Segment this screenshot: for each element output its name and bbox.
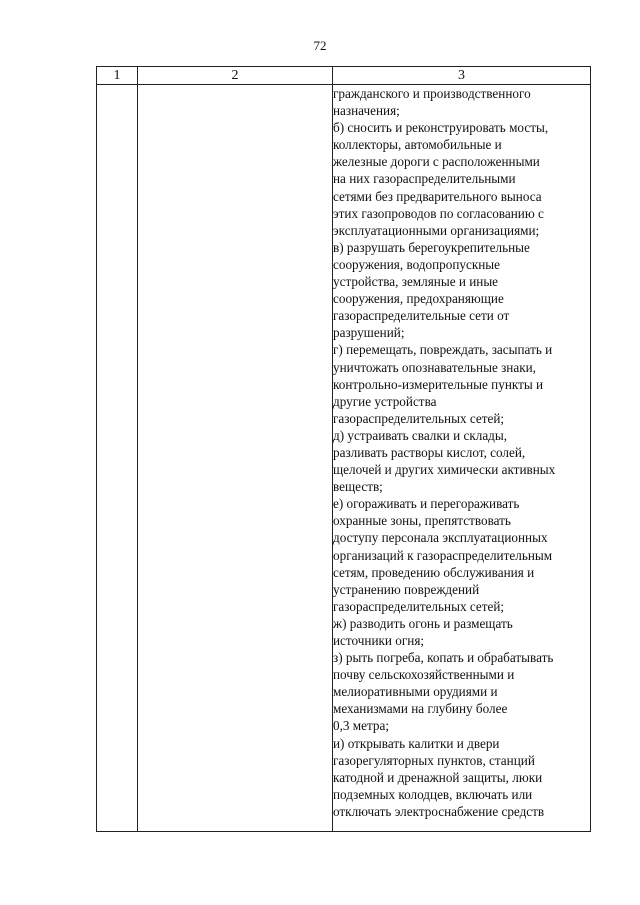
- text-line: охранные зоны, препятствовать: [333, 513, 511, 529]
- text-line: источники огня;: [333, 633, 425, 648]
- text-line: устройства, земляные и иные: [333, 274, 499, 290]
- table-row: [97, 85, 591, 832]
- column-1-cell: [97, 85, 138, 832]
- text-line: б) сносить и реконструировать мосты,: [333, 120, 549, 136]
- column-3-header: 3: [333, 67, 591, 85]
- text-line: на них газораспределительными: [333, 171, 516, 187]
- text-line: гражданского и производственного: [333, 86, 531, 101]
- text-line: ж) разводить огонь и размещать: [333, 615, 513, 631]
- text-line: другие устройства: [333, 393, 437, 409]
- text-line: отключать электроснабжение средств: [333, 803, 545, 819]
- text-line: щелочей и других химически активных: [333, 462, 556, 478]
- text-line: и) открывать калитки и двери: [333, 735, 500, 751]
- column-1-header: 1: [97, 67, 138, 85]
- text-line: организаций к газораспределительным: [333, 547, 553, 563]
- text-line: в) разрушать берегоукрепительные: [333, 239, 530, 255]
- page-number: 72: [313, 38, 327, 53]
- text-line: железные дороги с расположенными: [333, 154, 540, 170]
- text-line: устранению повреждений: [333, 581, 480, 597]
- text-line: назначения;: [333, 103, 400, 119]
- text-line: уничтожать опознавательные знаки,: [333, 359, 536, 375]
- text-line: разрушений;: [333, 325, 405, 341]
- text-line: газораспределительных сетей;: [333, 410, 505, 426]
- text-line: г) перемещать, повреждать, засыпать и: [333, 342, 553, 358]
- text-line: катодной и дренажной защиты, люки: [333, 769, 543, 785]
- text-line: доступу персонала эксплуатационных: [333, 530, 548, 546]
- column-2-header: 2: [138, 67, 333, 85]
- column-2-cell: [138, 85, 333, 832]
- text-line: механизмами на глубину более: [333, 701, 508, 717]
- text-line: веществ;: [333, 479, 383, 495]
- text-line: сетям, проведению обслуживания и: [333, 564, 535, 580]
- text-line: эксплуатационными организациями;: [333, 222, 540, 238]
- column-3-cell: [333, 85, 591, 832]
- text-line: сооружения, предохраняющие: [333, 291, 504, 307]
- text-line: 0,3 метра;: [333, 718, 390, 734]
- table-header-row: [97, 67, 591, 85]
- text-line: этих газопроводов по согласованию с: [333, 205, 544, 221]
- text-line: газораспределительные сети от: [333, 308, 510, 324]
- text-line: разливать растворы кислот, солей,: [333, 444, 526, 460]
- text-line: газорегуляторных пунктов, станций: [333, 752, 535, 768]
- text-line: коллекторы, автомобильные и: [333, 137, 502, 153]
- document-table: [96, 66, 591, 832]
- text-line: контрольно-измерительные пункты и: [333, 376, 544, 392]
- text-line: д) устраивать свалки и склады,: [333, 427, 508, 443]
- text-line: е) огораживать и перегораживать: [333, 496, 520, 512]
- text-line: сетями без предварительного выноса: [333, 188, 542, 204]
- text-line: почву сельскохозяйственными и: [333, 667, 515, 683]
- text-line: мелиоративными орудиями и: [333, 684, 498, 700]
- text-line: з) рыть погреба, копать и обрабатывать: [333, 650, 554, 666]
- text-line: сооружения, водопропускные: [333, 256, 501, 272]
- text-line: газораспределительных сетей;: [333, 598, 505, 614]
- text-line: подземных колодцев, включать или: [333, 786, 533, 802]
